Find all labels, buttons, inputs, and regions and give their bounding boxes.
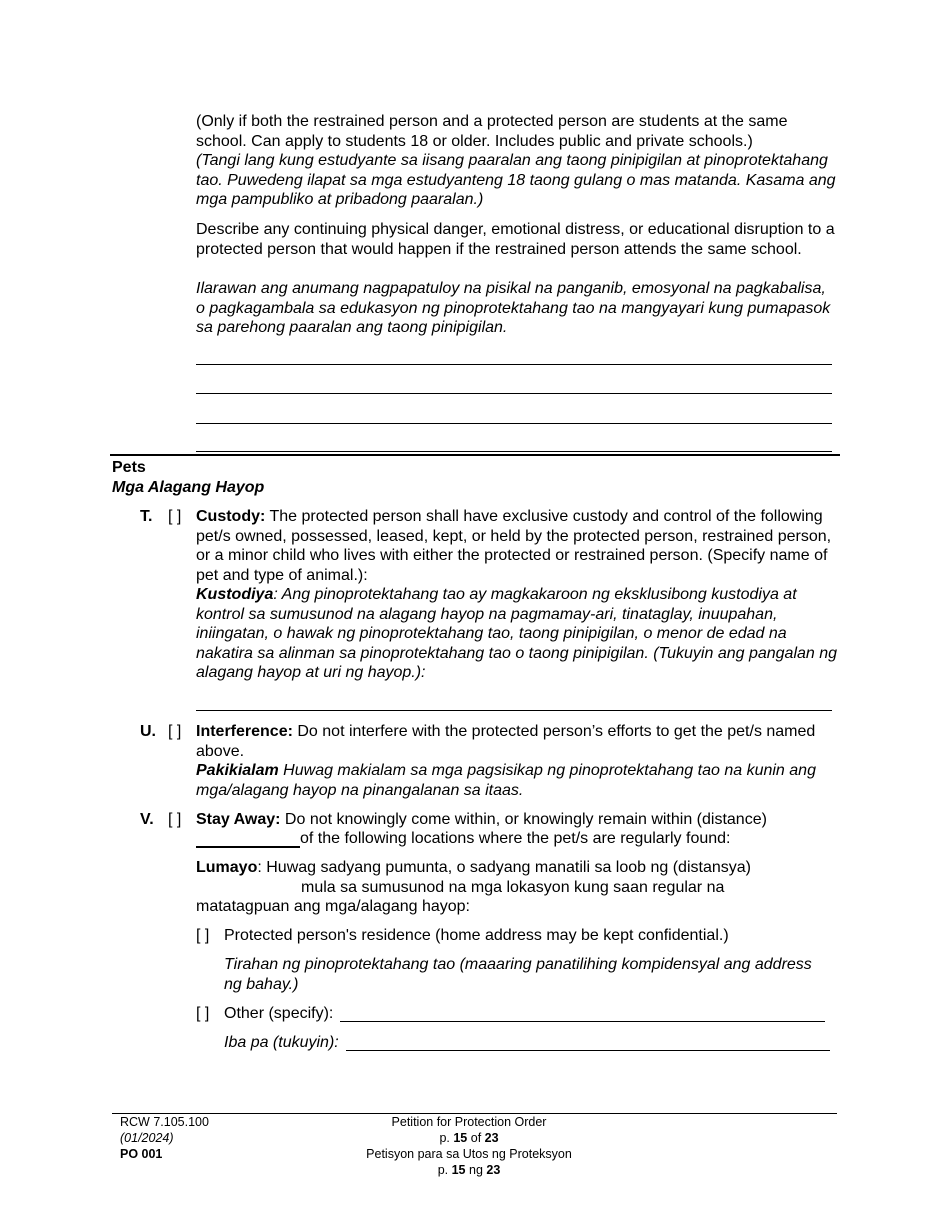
footer-page-prefix-tl: p.: [437, 1163, 452, 1177]
custody-body: The protected person shall have exclusive custody and control of the following pet/s owned, possessed, leased, kept, or held by the protected person, restrained person, or a minor child who lives with either the protected or restrained person. (Specify name of pet and type of animal.):: [196, 508, 832, 584]
footer-statute: RCW 7.105.100: [120, 1115, 209, 1129]
item-t-text-tl: [196, 585, 841, 683]
footer-form-id: PO 001: [120, 1147, 163, 1161]
lumayo-body-1: : Huwag sadyang pumunta, o sadyang manatili sa loob ng (distansya): [257, 859, 751, 876]
school-answer-line-4[interactable]: [196, 451, 832, 452]
footer-page-tl: [340, 1163, 598, 1179]
item-v-checkbox[interactable]: [ ]: [168, 811, 182, 828]
pets-heading-tl: Mga Alagang Hayop: [112, 479, 265, 496]
school-describe-en: Describe any continuing physical danger, emotional distress, or educational disruption to a protected person that would happen if the restrained person attends the same school.: [196, 221, 835, 258]
section-divider: [110, 454, 840, 456]
stay-away-title: Stay Away:: [196, 811, 281, 828]
custody-answer-line[interactable]: [196, 710, 832, 711]
pakikialam-body: Huwag makialam sa mga pagsisikap ng pinoprotektahang tao na kunin ang mga/alagang hayop na pinangalanan sa itaas.: [196, 762, 816, 799]
school-answer-line-3[interactable]: [196, 423, 832, 424]
footer-title-en: Petition for Protection Order: [391, 1115, 547, 1129]
custody-title: Custody:: [196, 508, 266, 525]
school-intro-en: (Only if both the restrained person and a protected person are students at the same school. Can apply to students 18 or older. Includes public and private schools.): [196, 113, 788, 150]
lumayo-line-1: [196, 858, 751, 878]
other-checkbox[interactable]: [ ]: [196, 1005, 210, 1022]
kustodiya-title: Kustodiya: [196, 586, 274, 603]
item-v-letter: V.: [140, 811, 154, 828]
footer-page-num-en: 15: [453, 1131, 468, 1145]
item-v-text-en-1: [196, 810, 767, 830]
item-t-text-en: [196, 507, 841, 585]
other-label-tl: Iba pa (tukuyin):: [224, 1034, 339, 1051]
school-intro-tl: (Tangi lang kung estudyante sa iisang paaralan ang taong pinipigilan at pinoprotektahang tao. Puwedeng ilapat sa mga estudyanteng 18 taong gulang o mas matanda. Kasama ang mga pampubliko at pribadong paaralan.): [196, 152, 836, 208]
lumayo-body-3: matatagpuan ang mga/alagang hayop:: [196, 898, 470, 915]
item-u-letter: U.: [140, 723, 156, 740]
footer-divider: [112, 1113, 837, 1114]
other-specify-line[interactable]: [340, 1021, 825, 1022]
residence-checkbox[interactable]: [ ]: [196, 927, 210, 944]
item-u-checkbox[interactable]: [ ]: [168, 723, 182, 740]
footer-page-num-tl: 15: [451, 1163, 466, 1177]
lumayo-body-2: mula sa sumusunod na mga lokasyon kung saan regular na: [301, 879, 725, 896]
distance-input-line[interactable]: [196, 846, 300, 848]
pets-heading-en: Pets: [112, 459, 146, 476]
school-answer-line-1[interactable]: [196, 364, 832, 365]
other-label-en: Other (specify):: [224, 1005, 334, 1022]
item-t-checkbox[interactable]: [ ]: [168, 508, 182, 525]
pakikialam-title: Pakikialam: [196, 762, 279, 779]
footer-of-tl: ng: [465, 1163, 487, 1177]
stay-away-body-1: Do not knowingly come within, or knowingly remain within (distance): [280, 811, 767, 828]
item-u-text-tl: [196, 761, 836, 800]
footer-page-prefix-en: p.: [439, 1131, 454, 1145]
residence-label-tl: Tirahan ng pinoprotektahang tao (maaaring panatilihing kompidensyal ang address ng bahay.): [224, 956, 812, 993]
item-t-letter: T.: [140, 508, 153, 525]
footer-page-en: [340, 1131, 598, 1147]
footer-of-en: of: [467, 1131, 485, 1145]
stay-away-body-2: of the following locations where the pet/s are regularly found:: [300, 830, 731, 847]
school-describe-tl: Ilarawan ang anumang nagpapatuloy na pisikal na panganib, emosyonal na pagkabalisa, o pagkagambala sa edukasyon ng pinoprotektahang tao na mangyayari kung pumapasok sa parehong paaralan ang taong pinipigilan.: [196, 280, 831, 336]
footer-page-total-en: 23: [484, 1131, 499, 1145]
footer-page-total-tl: 23: [486, 1163, 501, 1177]
interference-body: Do not interfere with the protected person’s efforts to get the pet/s named above.: [196, 723, 816, 760]
lumayo-title: Lumayo: [196, 859, 258, 876]
item-u-text-en: [196, 722, 836, 761]
kustodiya-body: : Ang pinoprotektahang tao ay magkakaroon ng eksklusibong kustodiya at kontrol sa sumusunod na alagang hayop na pagmamay-ari, tinataglay, inuupahan, iniingatan, o hawak ng pinoprotektahang tao, taong pinipigilan, o menor de edad na nakatira sa alinman sa pinoprotektahang tao o taong pinipigilan. (Tukuyin ang pangalan ng alagang hayop at uri ng hayop.):: [196, 586, 838, 681]
interference-title: Interference:: [196, 723, 293, 740]
footer-date: (01/2024): [120, 1131, 174, 1145]
other-tukuyin-line[interactable]: [346, 1050, 830, 1051]
school-answer-line-2[interactable]: [196, 393, 832, 394]
footer-title-tl: Petisyon para sa Utos ng Proteksyon: [366, 1147, 572, 1161]
residence-label-en: Protected person's residence (home address may be kept confidential.): [224, 927, 729, 944]
